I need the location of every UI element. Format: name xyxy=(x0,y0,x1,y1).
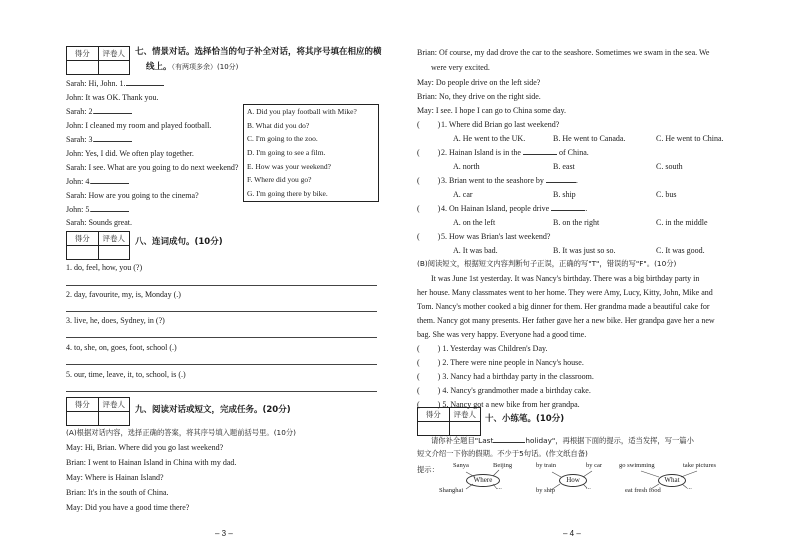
dialog-line: John: 5. xyxy=(66,205,92,214)
how-item: ... xyxy=(586,484,591,491)
answer-line xyxy=(66,364,377,365)
dialog-line: May: Do people drive on the left side? xyxy=(417,78,541,87)
option-a: A. car xyxy=(453,190,473,199)
option-c: C. I'm going to the zoo. xyxy=(247,134,318,144)
option-a: A. north xyxy=(453,162,480,171)
score-box-8 xyxy=(66,231,130,260)
section7-title-cont: 线上。 xyxy=(146,62,172,72)
where-item: Shanghai xyxy=(439,487,464,494)
tf-item: 1. Yesterday was Children's Day. xyxy=(442,344,548,353)
question-stem: 3. Brian went to the seashore by xyxy=(441,176,544,185)
writing-prompt-2: 短文介绍一下你的假期。不少于5句话。(作文纸自备) xyxy=(417,449,588,458)
tf-item: 2. There were nine people in Nancy's house. xyxy=(442,358,584,367)
writing-prompt: 请你补全题目"Last xyxy=(431,436,494,445)
dialog-line: Sarah: Sounds great. xyxy=(66,218,132,227)
grader-label: 评卷人 xyxy=(98,47,130,60)
score-label: 得分 xyxy=(74,49,90,58)
question-stem: 4. On Hainan Island, people drive xyxy=(441,204,550,213)
question-stem: 2. Hainan Island is in the xyxy=(441,148,521,157)
where-item: Sanya xyxy=(453,462,469,469)
passage-line: her house. Many classmates went to her home. They were Amy, Lucy, Kitty, John, Mike and xyxy=(417,288,713,297)
dialog-line: Brian: I went to Hainan Island in China with my dad. xyxy=(66,458,237,467)
score-label: 得分 xyxy=(425,410,441,419)
section9-partA: (A)根据对话内容，选择正确的答案，将其序号填入题前括号里。(10分) xyxy=(66,428,296,437)
answer-line xyxy=(66,337,377,338)
question-stem: 5. How was Brian's last weekend? xyxy=(441,232,551,241)
dialog-line: Sarah: 3. xyxy=(66,135,95,144)
section7-note: （有两项多余）(10分) xyxy=(171,63,239,71)
tf-item: 4. Nancy's grandmother made a birthday cake. xyxy=(442,386,591,395)
how-oval: How xyxy=(559,474,587,487)
option-a: A. Did you play football with Mike? xyxy=(247,107,357,116)
reorder-item: 4. to, she, on, goes, foot, school (.) xyxy=(66,343,177,352)
dialog-line: John: I cleaned my room and played football. xyxy=(66,121,212,130)
how-item: by car xyxy=(586,462,603,469)
where-item: Beijing xyxy=(493,462,513,469)
passage-line: them. Nancy got many presents. Her father gave her a new bike. Her grandpa gave her a new xyxy=(417,316,715,325)
option-c: C. It was good. xyxy=(656,246,705,255)
grader-label: 评卷人 xyxy=(98,232,130,245)
section8-title: 八、连词成句。(10分) xyxy=(135,237,223,247)
page-number: – 4 – xyxy=(563,529,581,538)
passage-line: Tom. Nancy's mother cooked a big dinner for them. Her grandma made a beautiful cake for xyxy=(417,302,710,311)
option-f: F. Where did you go? xyxy=(247,175,312,185)
what-item: take pictures xyxy=(683,462,717,469)
option-b: B. ship xyxy=(553,190,576,199)
option-c: C. in the middle xyxy=(656,218,708,227)
dialog-line: May: Where is Hainan Island? xyxy=(66,473,164,482)
page-number: – 3 – xyxy=(215,529,233,538)
where-item: ... xyxy=(497,484,502,491)
tf-item: 3. Nancy had a birthday party in the classroom. xyxy=(442,372,594,381)
right-page: Brian: Of course, my dad drove the car to the seashore. Sometimes we swam in the sea. We were very excited. May: Do people drive on the left side? Brian: No, they drive on the right side. May: I see. I hope I can go to China some day. ( ) 1. Where did Brian go last weekend? A. He went to the UK. B. He went to Canada. C. He went to China. ( ) 2. Hainan Island is in the of China. A. north B. east C. south ( ) 3. Brian went to the seashore by . A. car B. ship C. bus ( ) 4. On Hainan Island, people drive . A. on the left B. on the right C. in the middle ( ) 5. How was Brian's last weekend? A. It was bad. B. It was just so so. C. It was good. (B)阅读短文，根据短文内容判断句子正误，正确的写"T"，错误的写"F"。(10分) It was June 1st yesterday. It was Nancy's birthday. There was a big birthday party in her house. Many classmates went to her home. They were Amy, Lucy, Kitty, John, Mike and Tom. Nancy's mother cooked a big dinner for them. Her grandma made a beautiful cake for them. Nancy got many presents. Her father gave her a new bike. Her grandpa gave her a new bag. She was very happy. Everyone had a good time. ( ) 1. Yesterday was Children's Day. ( ) 2. There were nine people in Nancy's house. ( ) 3. Nancy had a birthday party in the classroom. ( ) 4. Nancy's grandmother made a birthday cake. ( ) 5. Nancy got a new bike from her grandpa. 得分 评卷人 十、小练笔。(10分) 请你补全题目"Last holiday"，再根据下面的提示，适当发挥，写一篇小 短文介绍一下你的假期。不少于5句话。(作文纸自备) 提示： Sanya Beijing Where Shanghai ... by train by car How by ship ... go swimming take pictures What eat fresh food ... – 4 – xyxy=(397,0,794,552)
passage-line: bag. She was very happy. Everyone had a good time. xyxy=(417,330,587,339)
tf-item: 5. Nancy got a new bike from her grandpa. xyxy=(442,400,580,409)
dialog-line: John: 4. xyxy=(66,177,92,186)
answer-line xyxy=(66,391,377,392)
question-stem: 1. Where did Brian go last weekend? xyxy=(441,120,560,129)
answer-line xyxy=(66,311,377,312)
option-b: B. He went to Canada. xyxy=(553,134,626,143)
option-d: D. I'm going to see a film. xyxy=(247,148,326,158)
passage-line: It was June 1st yesterday. It was Nancy's birthday. There was a big birthday party in xyxy=(431,274,700,283)
option-e: E. How was your weekend? xyxy=(247,161,331,171)
option-a: A. It was bad. xyxy=(453,246,498,255)
reorder-item: 1. do, feel, how, you (?) xyxy=(66,263,143,272)
how-item: by train xyxy=(536,462,557,469)
option-a: A. He went to the UK. xyxy=(453,134,526,143)
section9-partB: (B)阅读短文，根据短文内容判断句子正误，正确的写"T"，错误的写"F"。(10分) xyxy=(417,259,677,268)
what-oval: What xyxy=(658,474,686,487)
score-label: 得分 xyxy=(74,234,90,243)
option-b: B. east xyxy=(553,162,575,171)
dialog-line: Brian: It's in the south of China. xyxy=(66,488,169,497)
dialog-line: May: I see. I hope I can go to China some day. xyxy=(417,106,566,115)
score-label: 得分 xyxy=(74,400,90,409)
dialog-line: Sarah: How are you going to the cinema? xyxy=(66,191,199,200)
section10-title: 十、小练笔。(10分) xyxy=(485,414,565,424)
how-item: by ship xyxy=(536,487,555,494)
dialog-line: John: Yes, I did. We often play together. xyxy=(66,149,194,158)
section7-title: 七、情景对话。选择恰当的句子补全对话，将其序号填在相应的横 xyxy=(135,47,382,57)
dialog-line: Sarah: I see. What are you going to do next weekend? xyxy=(66,163,239,172)
options-box xyxy=(243,104,379,202)
reorder-item: 5. our, time, leave, it, to, school, is (.) xyxy=(66,370,186,379)
option-b: B. What did you do? xyxy=(247,120,310,130)
dialog-line: Sarah: Hi, John. 1. xyxy=(66,79,126,88)
option-c: C. south xyxy=(656,162,683,171)
what-item: eat fresh food xyxy=(625,487,661,494)
option-b: B. It was just so so. xyxy=(553,246,616,255)
score-box-9 xyxy=(66,397,130,426)
option-c: C. He went to China. xyxy=(656,134,724,143)
dialog-line: Brian: Of course, my dad drove the car to the seashore. Sometimes we swam in the sea. We xyxy=(417,48,710,57)
grader-label: 评卷人 xyxy=(98,398,130,411)
hint-label: 提示： xyxy=(417,465,439,474)
dialog-line: May: Did you have a good time there? xyxy=(66,503,190,512)
option-b: B. on the right xyxy=(553,218,600,227)
grader-label: 评卷人 xyxy=(449,408,481,421)
what-item: go swimming xyxy=(619,462,655,469)
reorder-item: 2. day, favourite, my, is, Monday (.) xyxy=(66,290,181,299)
where-oval: Where xyxy=(466,474,500,487)
option-a: A. on the left xyxy=(453,218,496,227)
option-c: C. bus xyxy=(656,190,677,199)
option-g: G. I'm going there by bike. xyxy=(247,189,328,199)
dialog-line: Brian: No, they drive on the right side. xyxy=(417,92,541,101)
dialog-line: were very excited. xyxy=(431,63,490,72)
dialog-line: John: It was OK. Thank you. xyxy=(66,93,159,102)
score-box-7 xyxy=(66,46,130,75)
dialog-line: May: Hi, Brian. Where did you go last weekend? xyxy=(66,443,224,452)
what-item: ... xyxy=(687,484,692,491)
section9-title: 九、阅读对话或短文，完成任务。(20分) xyxy=(135,405,291,415)
answer-line xyxy=(66,285,377,286)
reorder-item: 3. live, he, does, Sydney, in (?) xyxy=(66,316,165,325)
dialog-line: Sarah: 2. xyxy=(66,107,95,116)
